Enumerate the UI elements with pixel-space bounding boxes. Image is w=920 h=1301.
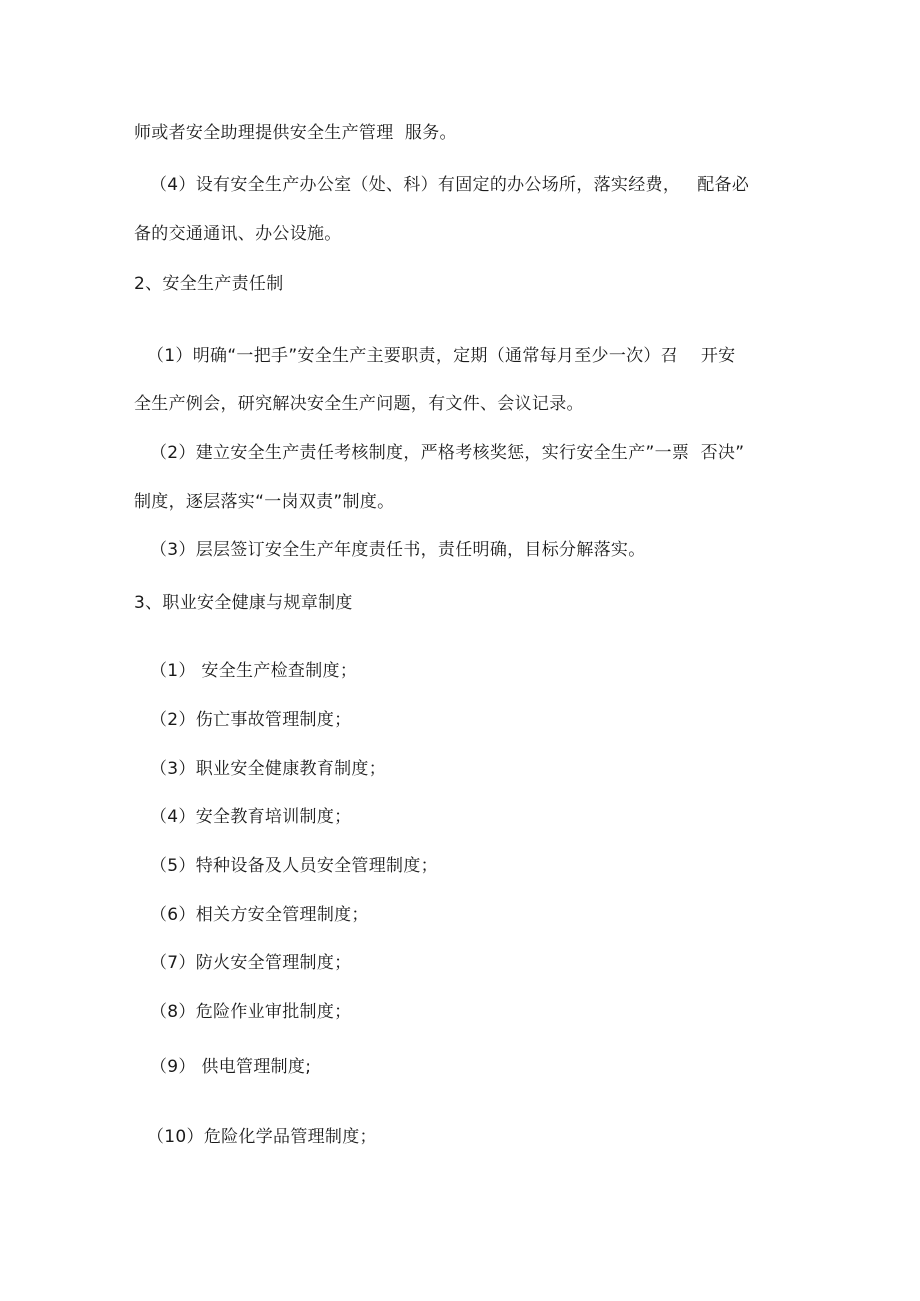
text-line: （4）设有安全生产办公室（处、科）有固定的办公场所，落实经费， 配备必	[150, 175, 750, 195]
section-heading: 2、安全生产责任制	[134, 274, 284, 294]
list-item: （5）特种设备及人员安全管理制度；	[150, 856, 438, 876]
text-line: （1）明确“一把手”安全生产主要职责，定期（通常每月至少一次）召 开安	[147, 346, 736, 366]
text-line: （3）层层签订安全生产年度责任书，责任明确，目标分解落实。	[150, 540, 646, 560]
list-item: （2）伤亡事故管理制度；	[150, 710, 352, 730]
text-line: 全生产例会，研究解决安全生产问题，有文件、会议记录。	[134, 394, 584, 414]
list-item: （8）危险作业审批制度；	[150, 1002, 352, 1022]
list-item: （9） 供电管理制度;	[150, 1057, 312, 1077]
list-item: （1） 安全生产检查制度；	[150, 661, 358, 681]
list-item: （4）安全教育培训制度；	[150, 807, 352, 827]
text-line: （2）建立安全生产责任考核制度，严格考核奖惩，实行安全生产”一票 否决”	[150, 443, 745, 463]
text-line: 制度，逐层落实“一岗双责”制度。	[134, 492, 395, 512]
list-item: （6）相关方安全管理制度；	[150, 905, 369, 925]
text-line: 师或者安全助理提供安全生产管理 服务。	[134, 123, 457, 143]
list-item: （7）防火安全管理制度；	[150, 953, 352, 973]
list-item: （3）职业安全健康教育制度；	[150, 759, 387, 779]
section-heading: 3、职业安全健康与规章制度	[134, 593, 353, 613]
list-item: （10）危险化学品管理制度；	[147, 1127, 377, 1147]
text-line: 备的交通通讯、办公设施。	[134, 224, 342, 244]
